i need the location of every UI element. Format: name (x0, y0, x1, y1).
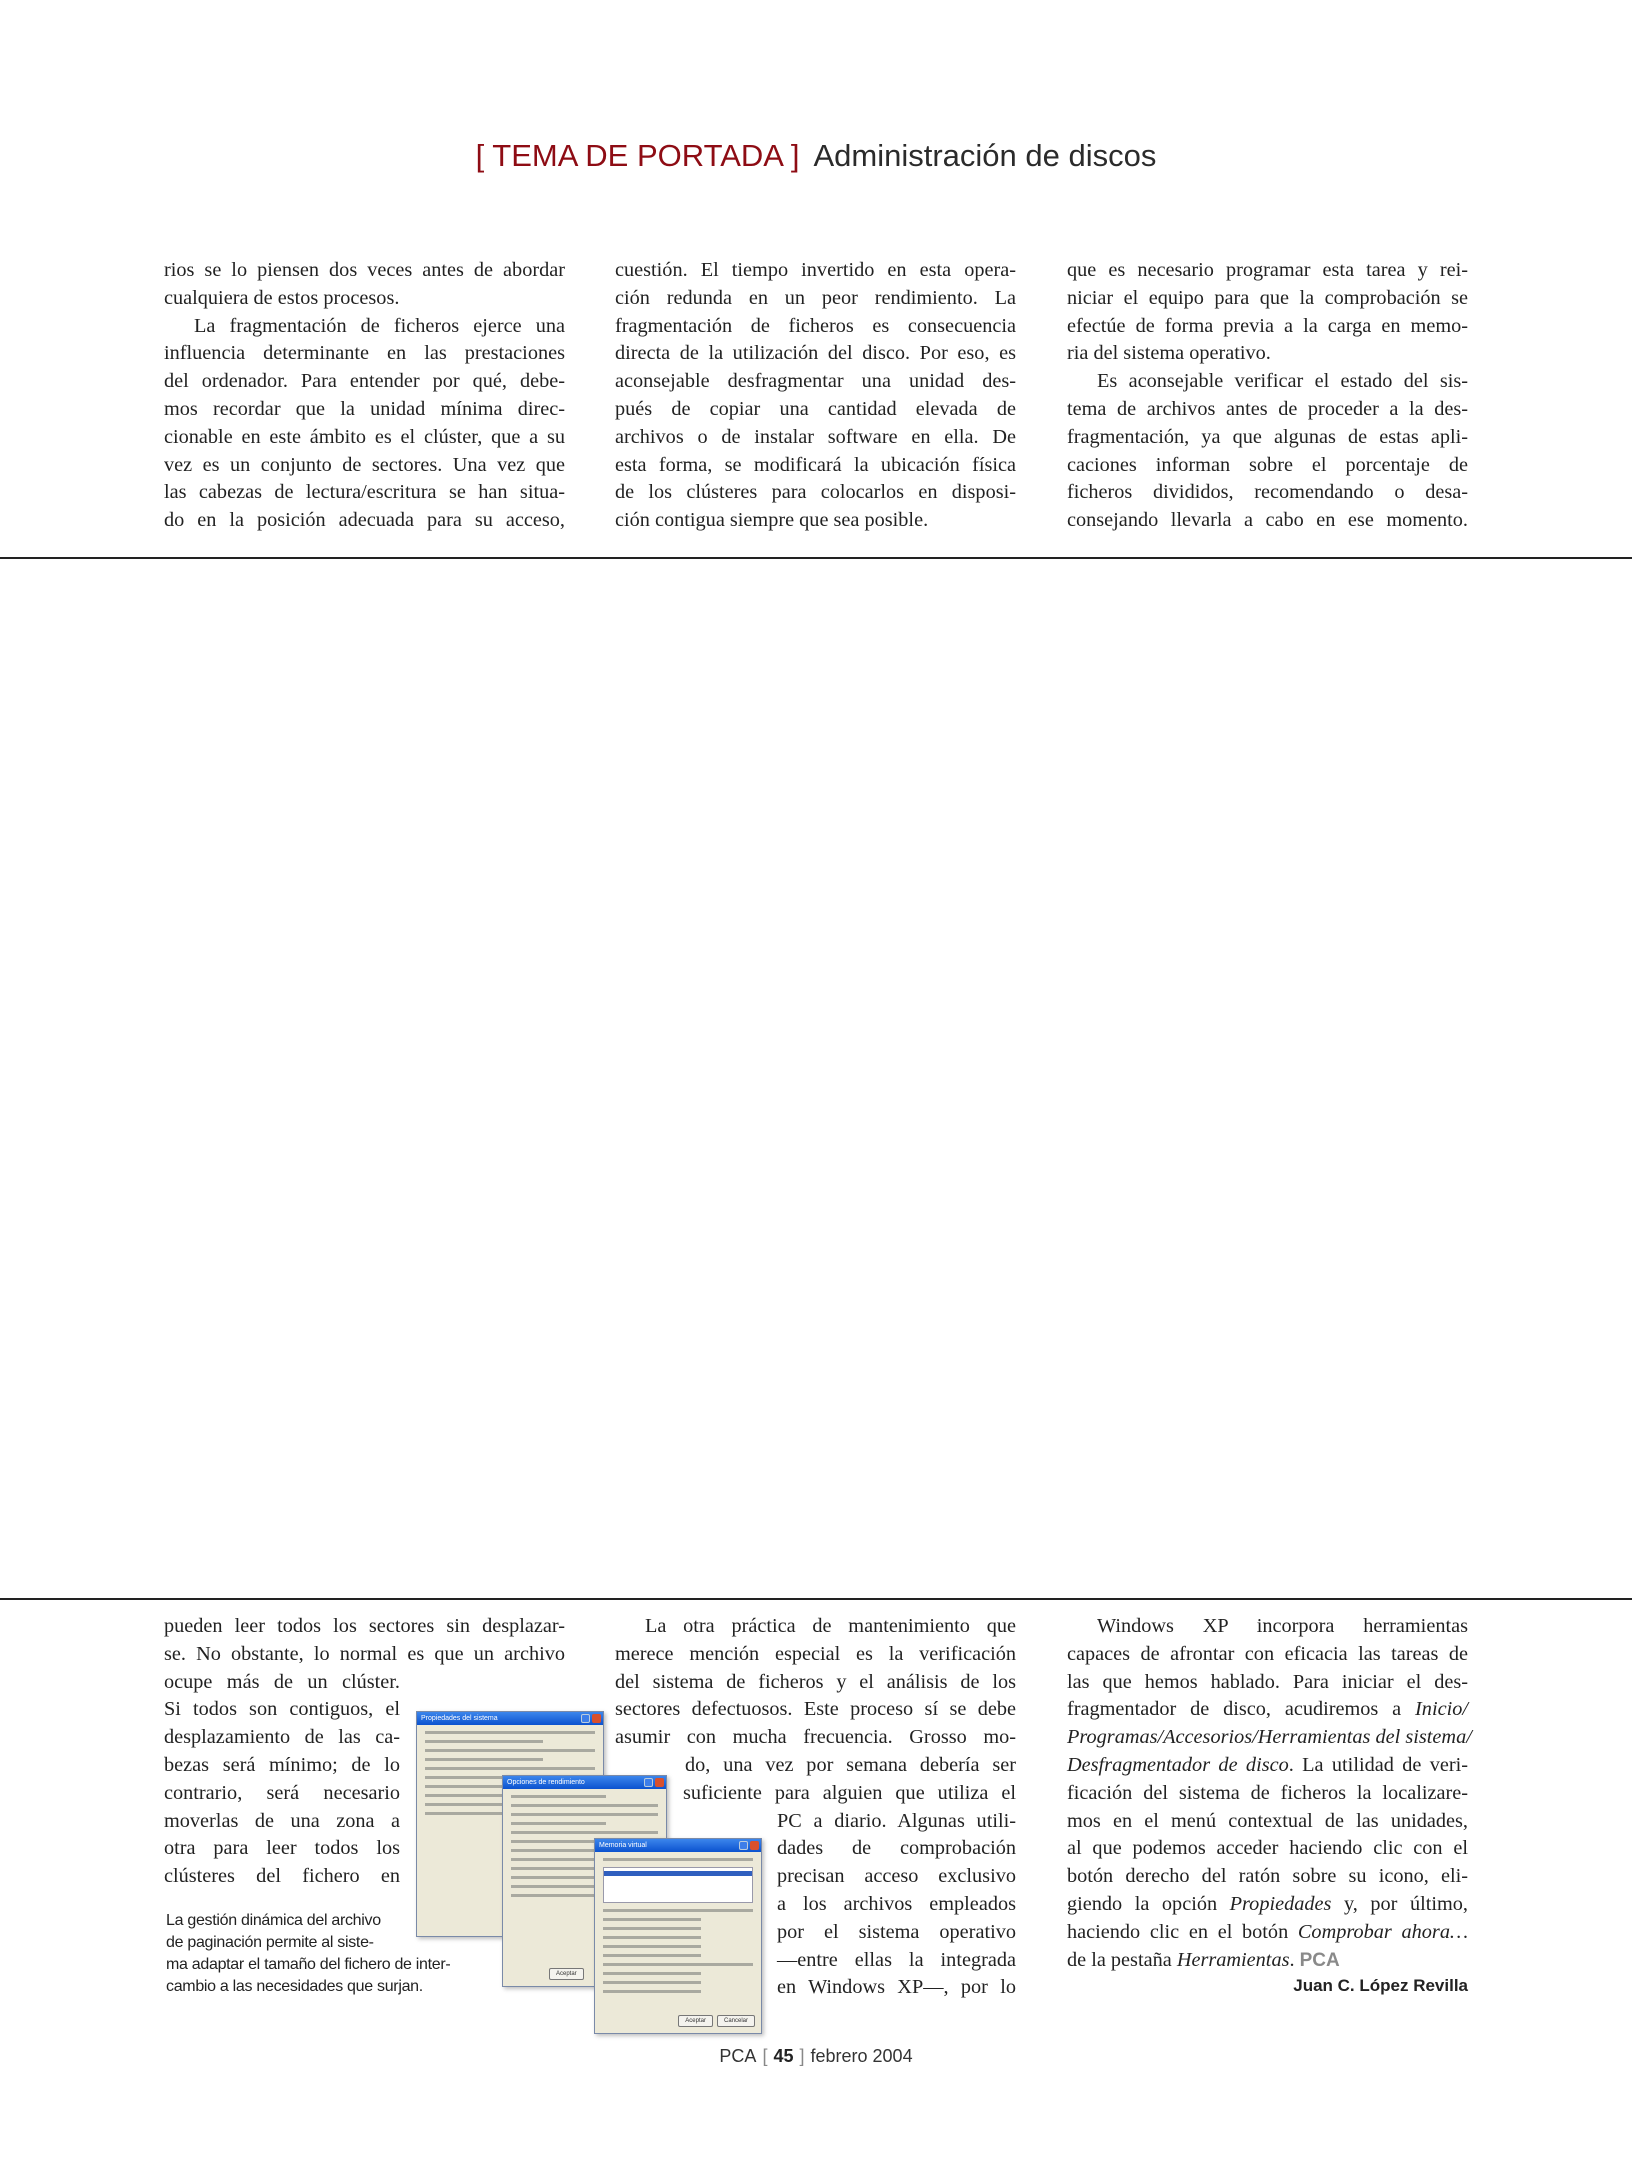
text-line: de los clústeres para colocarlos en disposi- (615, 481, 1016, 504)
ok-button-image: Aceptar (549, 1968, 584, 1980)
text-line: capaces de afrontar con eficacia las tareas de (1067, 1642, 1468, 1665)
text-line: influencia determinante en las prestaciones (164, 342, 565, 365)
text-line: Programas/Accesorios/Herramientas del sistema/ (1067, 1726, 1472, 1749)
dialog-title: Memoria virtual (599, 1842, 647, 1849)
magazine-name: PCA (719, 2046, 757, 2066)
text-line: contrario, será necesario (164, 1781, 400, 1804)
help-icon (644, 1778, 653, 1787)
section-label: [ TEMA DE PORTADA ] (475, 138, 800, 173)
text-line: mos en el menú contextual de las unidades, (1067, 1809, 1468, 1832)
text-line: fragmentación, ya que algunas de estas apli- (1067, 425, 1468, 448)
text-line: pués de copiar una cantidad elevada de (615, 397, 1016, 420)
text-line: ficación del sistema de ficheros la localizare- (1067, 1781, 1468, 1804)
author-byline: Juan C. López Revilla (1293, 1976, 1468, 1995)
text-line: que es necesario programar esta tarea y rei- (1067, 259, 1468, 281)
text-line: La fragmentación de ficheros ejerce una (194, 314, 565, 337)
text-line: clústeres del fichero en (164, 1865, 400, 1888)
text-line: mos recordar que la unidad mínima direc- (164, 397, 565, 420)
ok-button-image: Aceptar (678, 2015, 713, 2027)
text-line: por el sistema operativo (777, 1920, 1016, 1943)
text-line: esta forma, se modificará la ubicación física (615, 453, 1016, 476)
text-line: vez es un conjunto de sectores. Una vez que (164, 453, 565, 476)
text-line: Es aconsejable verificar el estado del sis- (1097, 370, 1468, 393)
text-line: ocupe más de un clúster. (164, 1670, 400, 1693)
text-line: desplazamiento de las ca- (164, 1726, 400, 1749)
text-line: merece mención especial es la verificación (615, 1642, 1016, 1665)
text-line: Desfragmentador de disco. La utilidad de veri- (1067, 1753, 1468, 1776)
text-line: tema de archivos antes de proceder a la des- (1067, 397, 1468, 420)
top-column-3 (1067, 257, 1468, 535)
caption-line: ma adaptar el tamaño del fichero de inter- (166, 1956, 451, 1973)
text-line: dades de comprobación (777, 1837, 1016, 1860)
section-header (0, 133, 1632, 179)
dialog-title: Propiedades del sistema (421, 1715, 498, 1722)
article-topic: Administración de discos (813, 138, 1157, 173)
text-line: do, una vez por semana debería ser (685, 1753, 1016, 1776)
text-line: —entre ellas la integrada (777, 1948, 1016, 1971)
text-line: giendo la opción Propiedades y, por último, (1067, 1892, 1468, 1915)
close-icon (655, 1778, 664, 1787)
issue-date: febrero 2004 (810, 2046, 913, 2066)
text-line: archivos o de instalar software en ella. De (615, 425, 1016, 448)
caption-line: cambio a las necesidades que surjan. (166, 1978, 423, 1995)
dialog-titlebar (595, 1839, 761, 1852)
text-line: do en la posición adecuada para su acceso, (164, 509, 565, 532)
text-line: ción redunda en un peor rendimiento. La (615, 286, 1016, 309)
dialog-titlebar (417, 1712, 603, 1725)
caption-line: de paginación permite al siste- (166, 1934, 374, 1951)
text-line: Si todos son contiguos, el (164, 1698, 400, 1721)
virtual-memory-dialog-image (594, 1838, 762, 2034)
cancel-button-image: Cancelar (717, 2015, 755, 2027)
text-line: sectores defectuosos. Este proceso sí se debe (615, 1698, 1016, 1721)
drive-list-image (603, 1867, 753, 1903)
top-column-2 (615, 257, 1016, 535)
close-icon (592, 1714, 601, 1723)
figure-caption (166, 1910, 450, 1998)
text-line: asumir con mucha frecuencia. Grosso mo- (615, 1726, 1016, 1749)
text-line: Windows XP incorpora herramientas (1097, 1615, 1468, 1637)
text-line: ficheros divididos, recomendando o desa- (1067, 481, 1468, 504)
text-line: efectúe de forma previa a la carga en memo- (1067, 314, 1468, 337)
text-line: bezas será mínimo; de lo (164, 1753, 400, 1776)
text-line: otra para leer todos los (164, 1837, 400, 1860)
text-line: fragmentación de ficheros es consecuencia (615, 314, 1016, 337)
page-number: 45 (773, 2046, 794, 2066)
text-line: caciones informan sobre el porcentaje de (1067, 453, 1468, 476)
text-line: cuestión. El tiempo invertido en esta opera- (615, 259, 1016, 281)
text-line: las que hemos hablado. Para iniciar el des- (1067, 1670, 1468, 1693)
dialog-title: Opciones de rendimiento (507, 1779, 585, 1786)
text-line: de la pestaña Herramientas. PCA (1067, 1948, 1340, 1971)
close-icon (750, 1841, 759, 1850)
text-line: niciar el equipo para que la comprobación se (1067, 286, 1468, 309)
text-line: botón derecho del ratón sobre su icono, eli- (1067, 1865, 1468, 1888)
text-line: pueden leer todos los sectores sin desplazar- (164, 1615, 565, 1637)
text-line: fragmentador de disco, acudiremos a Inicio/ (1067, 1698, 1468, 1721)
text-line: PC a diario. Algunas utili- (777, 1809, 1016, 1832)
text-line: suficiente para alguien que utiliza el (683, 1781, 1016, 1804)
text-line: del sistema de ficheros y el análisis de los (615, 1670, 1016, 1693)
text-line: rios se lo piensen dos veces antes de abordar (164, 259, 565, 281)
help-icon (581, 1714, 590, 1723)
caption-line: La gestión dinámica del archivo (166, 1912, 381, 1929)
text-line: consejando llevarla a cabo en ese momento. (1067, 509, 1468, 532)
text-line: moverlas de una zona a (164, 1809, 400, 1832)
text-line: cionable en este ámbito es el clúster, que a su (164, 425, 565, 448)
divider-top (0, 557, 1632, 559)
text-line: ria del sistema operativo. (1067, 342, 1271, 365)
text-line: haciendo clic en el botón Comprobar ahora… (1067, 1920, 1468, 1943)
text-line: precisan acceso exclusivo (777, 1865, 1016, 1888)
bottom-column-3 (1067, 1613, 1472, 1974)
text-line: ción contigua siempre que sea posible. (615, 509, 929, 532)
page-footer: PCA [ 45 ] febrero 2004 (719, 2046, 913, 2066)
text-line: al que podemos acceder haciendo clic con el (1067, 1837, 1468, 1860)
help-icon (739, 1841, 748, 1850)
divider-bottom (0, 1598, 1632, 1600)
text-line: las cabezas de lectura/escritura se han situa- (164, 481, 565, 504)
top-column-1 (164, 257, 565, 535)
text-line: en Windows XP—, por lo (777, 1976, 1016, 1999)
text-line: a los archivos empleados (777, 1892, 1016, 1915)
text-line: aconsejable desfragmentar una unidad des- (615, 370, 1016, 393)
text-line: cualquiera de estos procesos. (164, 286, 400, 309)
text-line: La otra práctica de mantenimiento que (645, 1615, 1016, 1637)
dialog-titlebar (503, 1776, 666, 1789)
text-line: directa de la utilización del disco. Por eso, es (615, 342, 1016, 365)
end-mark: PCA (1299, 1949, 1340, 1971)
text-line: del ordenador. Para entender por qué, debe- (164, 370, 565, 393)
text-line: se. No obstante, lo normal es que un archivo (164, 1642, 565, 1665)
